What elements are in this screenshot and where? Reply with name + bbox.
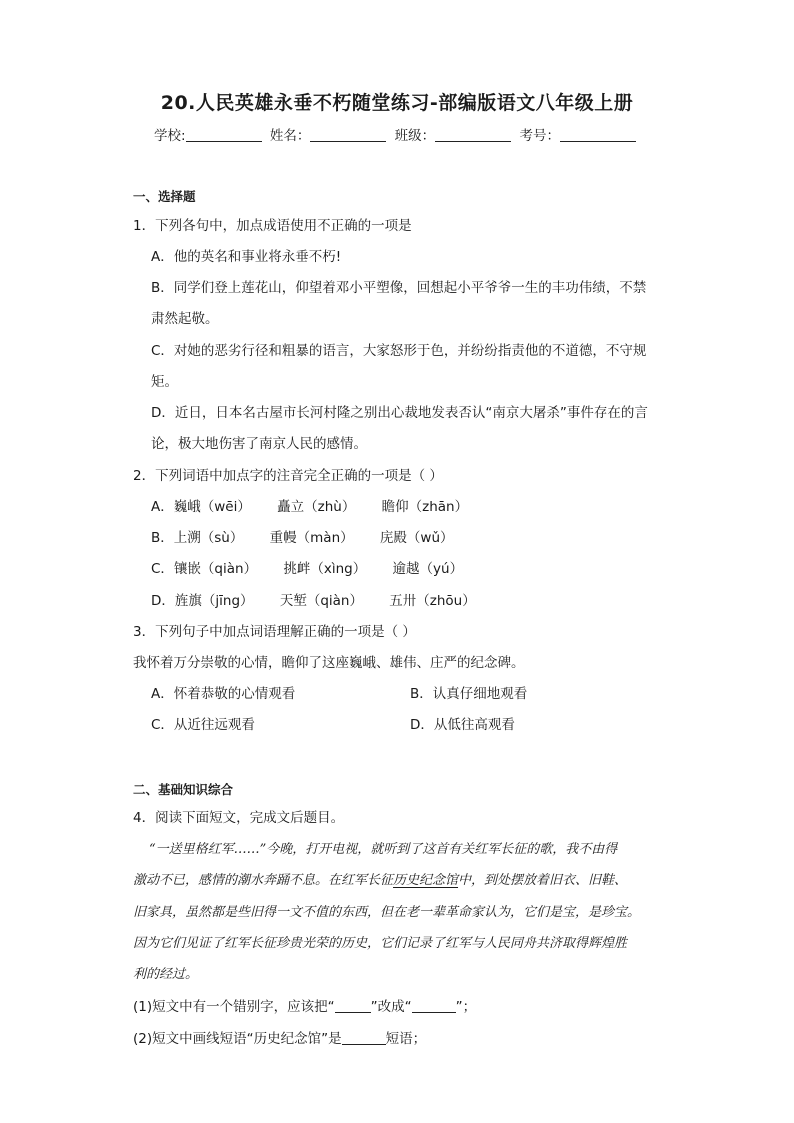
class-label: 班级： xyxy=(394,128,436,144)
question-4-sub-1 xyxy=(133,995,476,1015)
question-4-sub-2 xyxy=(133,1027,426,1047)
school-blank[interactable] xyxy=(186,127,262,142)
q2-d-word1: D．旌旗（jīng） xyxy=(151,593,254,609)
class-blank[interactable] xyxy=(435,127,511,142)
question-3-sentence: 我怀着万分崇敬的心情，瞻仰了这座巍峨、雄伟、庄严的纪念碑。 xyxy=(133,655,525,671)
question-1-option-a: A．他的英名和事业将永垂不朽! xyxy=(151,249,342,265)
question-2-option-c xyxy=(151,557,463,577)
underlined-phrase: 历史纪念馆 xyxy=(393,873,459,888)
sub2-text-a: (2)短文中画线短语“历史纪念馆”是 xyxy=(133,1031,342,1047)
question-1-option-c-line1: C．对她的恶劣行径和粗暴的语言，大家怒形于色，并纷纷指责他的不道德，不守规 xyxy=(151,343,647,359)
q2-b-word1: B．上溯（sù） xyxy=(151,530,244,546)
passage-line-2-b: 中，到处摆放着旧衣、旧鞋、 xyxy=(458,873,628,888)
question-3-option-b: B．认真仔细地观看 xyxy=(410,686,528,702)
phrase-type-blank[interactable] xyxy=(342,1031,386,1045)
wrong-char-blank[interactable] xyxy=(335,999,371,1013)
question-1-option-b-line2: 肃然起敬。 xyxy=(151,311,219,327)
page-title: 20.人民英雄永垂不朽随堂练习-部编版语文八年级上册 xyxy=(160,92,634,114)
name-blank[interactable] xyxy=(310,127,386,142)
school-label: 学校: xyxy=(154,128,186,144)
section-heading-choice: 一、选择题 xyxy=(133,189,196,204)
sub2-text-b: 短语； xyxy=(385,1031,427,1047)
question-3-option-c: C．从近往远观看 xyxy=(151,717,255,733)
q2-c-word1: C．镶嵌（qiàn） xyxy=(151,561,258,577)
question-1-option-d-line2: 论，极大地伤害了南京人民的感情。 xyxy=(151,436,367,452)
q2-a-word2: 矗立（zhù） xyxy=(277,499,356,515)
sub1-text-c: ”； xyxy=(455,999,477,1015)
passage-line-1: “一送里格红军……”今晚，打开电视，就听到了这首有关红军长征的歌，我不由得 xyxy=(149,842,618,857)
q2-a-word1: A．巍峨（wēi） xyxy=(151,499,251,515)
q2-d-word2: 天堑（qiàn） xyxy=(279,593,363,609)
q2-b-word2: 重幔（màn） xyxy=(269,530,354,546)
question-2-option-a xyxy=(151,495,468,515)
question-2-option-d xyxy=(151,589,476,609)
exam-no-label: 考号： xyxy=(519,128,560,144)
sub1-text-b: ”改成“ xyxy=(370,999,412,1015)
question-2-option-b xyxy=(151,526,454,546)
student-info-row xyxy=(0,124,794,144)
exam-no-blank[interactable] xyxy=(560,127,636,142)
question-4-stem: 4．阅读下面短文，完成文后题目。 xyxy=(133,810,345,826)
q2-d-word3: 五卅（zhōu） xyxy=(389,593,476,609)
name-label: 姓名： xyxy=(269,128,311,144)
question-1-option-d-line1: D．近日，日本名古屋市长河村隆之别出心裁地发表否认“南京大屠杀”事件存在的言 xyxy=(151,405,648,421)
passage-line-5: 利的经过。 xyxy=(133,967,199,982)
question-2-stem: 2．下列词语中加点字的注音完全正确的一项是（ ） xyxy=(133,468,443,484)
passage-line-2-a: 激动不已，感情的潮水奔踊不息。在红军长征 xyxy=(133,873,394,888)
passage-line-4: 因为它们见证了红军长征珍贵光荣的历史，它们记录了红军与人民同舟共济取得辉煌胜 xyxy=(133,936,628,951)
question-3-option-a: A．怀着恭敬的心情观看 xyxy=(151,686,296,702)
question-3-stem: 3．下列句子中加点词语理解正确的一项是（ ） xyxy=(133,624,416,640)
q2-b-word3: 庑殿（wǔ） xyxy=(379,530,454,546)
question-1-stem: 1．下列各句中，加点成语使用不正确的一项是 xyxy=(133,218,412,234)
q2-a-word3: 瞻仰（zhān） xyxy=(381,499,469,515)
question-1-option-c-line2: 矩。 xyxy=(151,374,178,390)
passage-line-2 xyxy=(133,869,627,888)
question-3-option-d: D．从低往高观看 xyxy=(410,717,515,733)
q2-c-word3: 逾越（yú） xyxy=(392,561,464,577)
section-heading-basic: 二、基础知识综合 xyxy=(133,782,234,797)
question-1-option-b-line1: B．同学们登上莲花山，仰望着邓小平塑像，回想起小平爷爷一生的丰功伟绩，不禁 xyxy=(151,280,647,296)
passage-line-3: 旧家具，虽然都是些旧得一文不值的东西，但在老一辈革命家认为，它们是宝，是珍宝。 xyxy=(133,905,641,920)
correct-char-blank[interactable] xyxy=(412,999,456,1013)
sub1-text-a: (1)短文中有一个错别字，应该把“ xyxy=(133,999,335,1015)
q2-c-word2: 挑衅（xìng） xyxy=(283,561,367,577)
